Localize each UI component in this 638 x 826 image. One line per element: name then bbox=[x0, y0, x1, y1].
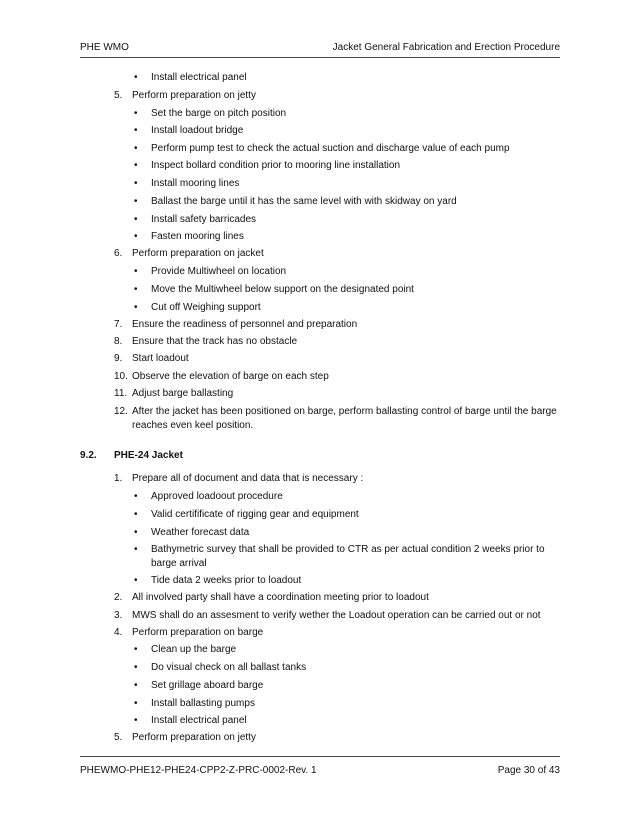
footer-left: PHEWMO-PHE12-PHE24-CPP2-Z-PRC-0002-Rev. 1 bbox=[80, 765, 317, 776]
bullet-text: Tide data 2 weeks prior to loadout bbox=[151, 575, 302, 586]
bullet-text: Install safety barricades bbox=[151, 214, 257, 225]
bullet-text: Valid certifificate of rigging gear and equipment bbox=[151, 509, 359, 520]
bullet-text: Cut off Weighing support bbox=[151, 302, 261, 313]
header-rule bbox=[80, 57, 560, 58]
bullet-text: Provide Multiwheel on location bbox=[151, 266, 287, 277]
bullet-marker: • bbox=[134, 509, 138, 520]
footer-rule bbox=[80, 756, 560, 757]
bullet-marker: • bbox=[134, 108, 138, 119]
section-number: 9.2. bbox=[80, 450, 97, 461]
bullet-marker: • bbox=[134, 284, 138, 295]
bullet-marker: • bbox=[134, 125, 138, 136]
item-text: After the jacket has been positioned on barge, perform ballasting control of barge until the barge bbox=[132, 406, 557, 417]
bullet-marker: • bbox=[134, 196, 138, 207]
bullet-marker: • bbox=[134, 231, 138, 242]
item-number: 5. bbox=[114, 732, 123, 743]
item-text: Start loadout bbox=[132, 353, 189, 364]
bullet-marker: • bbox=[134, 491, 138, 502]
bullet-text: Weather forecast data bbox=[151, 527, 250, 538]
bullet-marker: • bbox=[134, 698, 138, 709]
bullet-marker: • bbox=[134, 662, 138, 673]
bullet-text: Set the barge on pitch position bbox=[151, 108, 287, 119]
item-number: 7. bbox=[114, 319, 123, 330]
bullet-text: Move the Multiwheel below support on the designated point bbox=[151, 284, 414, 295]
bullet-text: Install mooring lines bbox=[151, 178, 240, 189]
item-text: All involved party shall have a coordination meeting prior to loadout bbox=[132, 592, 429, 603]
bullet-text: Install ballasting pumps bbox=[151, 698, 255, 709]
bullet-text: Set grillage aboard barge bbox=[151, 680, 264, 691]
bullet-text: Inspect bollard condition prior to mooring line installation bbox=[151, 160, 401, 171]
bullet-marker: • bbox=[134, 160, 138, 171]
item-number: 3. bbox=[114, 610, 123, 621]
bullet-marker: • bbox=[134, 302, 138, 313]
item-text: Ensure the readiness of personnel and preparation bbox=[132, 319, 358, 330]
bullet-marker: • bbox=[134, 178, 138, 189]
item-number: 9. bbox=[114, 353, 123, 364]
bullet-text: Perform pump test to check the actual suction and discharge value of each pump bbox=[151, 143, 510, 154]
bullet-text: Install electrical panel bbox=[151, 72, 247, 83]
bullet-text: Clean up the barge bbox=[151, 644, 237, 655]
item-number: 10. bbox=[114, 371, 128, 382]
item-text: Observe the elevation of barge on each step bbox=[132, 371, 329, 382]
item-number: 1. bbox=[114, 473, 123, 484]
item-number: 8. bbox=[114, 336, 123, 347]
bullet-text: Install electrical panel bbox=[151, 715, 247, 726]
item-text: Perform preparation on barge bbox=[132, 627, 264, 638]
bullet-text: Approved loadoout procedure bbox=[151, 491, 283, 502]
bullet-text: Bathymetric survey that shall be provided to CTR as per actual condition 2 weeks prior to bbox=[151, 544, 545, 555]
item-text: Ensure that the track has no obstacle bbox=[132, 336, 298, 347]
item-number: 6. bbox=[114, 248, 123, 259]
bullet-marker: • bbox=[134, 644, 138, 655]
item-number: 12. bbox=[114, 406, 128, 417]
bullet-text: Install loadout bridge bbox=[151, 125, 244, 136]
bullet-marker: • bbox=[134, 527, 138, 538]
bullet-marker: • bbox=[134, 214, 138, 225]
item-text: reaches even keel position. bbox=[132, 420, 254, 431]
item-text: Perform preparation on jetty bbox=[132, 90, 256, 101]
footer-right: Page 30 of 43 bbox=[497, 765, 560, 776]
item-number: 4. bbox=[114, 627, 123, 638]
item-number: 11. bbox=[114, 388, 128, 399]
bullet-marker: • bbox=[134, 715, 138, 726]
item-text: MWS shall do an assesment to verify wether the Loadout operation can be carried out or not bbox=[132, 610, 541, 621]
item-text: Adjust barge ballasting bbox=[132, 388, 234, 399]
section-title: PHE-24 Jacket bbox=[114, 450, 183, 461]
bullet-text: Fasten mooring lines bbox=[151, 231, 244, 242]
item-number: 2. bbox=[114, 592, 123, 603]
bullet-marker: • bbox=[134, 143, 138, 154]
bullet-marker: • bbox=[134, 72, 138, 83]
bullet-text: Ballast the barge until it has the same level with with skidway on yard bbox=[151, 196, 457, 207]
bullet-marker: • bbox=[134, 266, 138, 277]
item-number: 5. bbox=[114, 90, 123, 101]
header-left: PHE WMO bbox=[80, 42, 129, 53]
bullet-text: barge arrival bbox=[151, 558, 207, 569]
bullet-marker: • bbox=[134, 575, 138, 586]
bullet-marker: • bbox=[134, 680, 138, 691]
item-text: Perform preparation on jetty bbox=[132, 732, 256, 743]
header-right: Jacket General Fabrication and Erection Procedure bbox=[332, 42, 560, 53]
item-text: Perform preparation on jacket bbox=[132, 248, 264, 259]
bullet-marker: • bbox=[134, 544, 138, 555]
bullet-text: Do visual check on all ballast tanks bbox=[151, 662, 307, 673]
item-text: Prepare all of document and data that is necessary : bbox=[132, 473, 364, 484]
